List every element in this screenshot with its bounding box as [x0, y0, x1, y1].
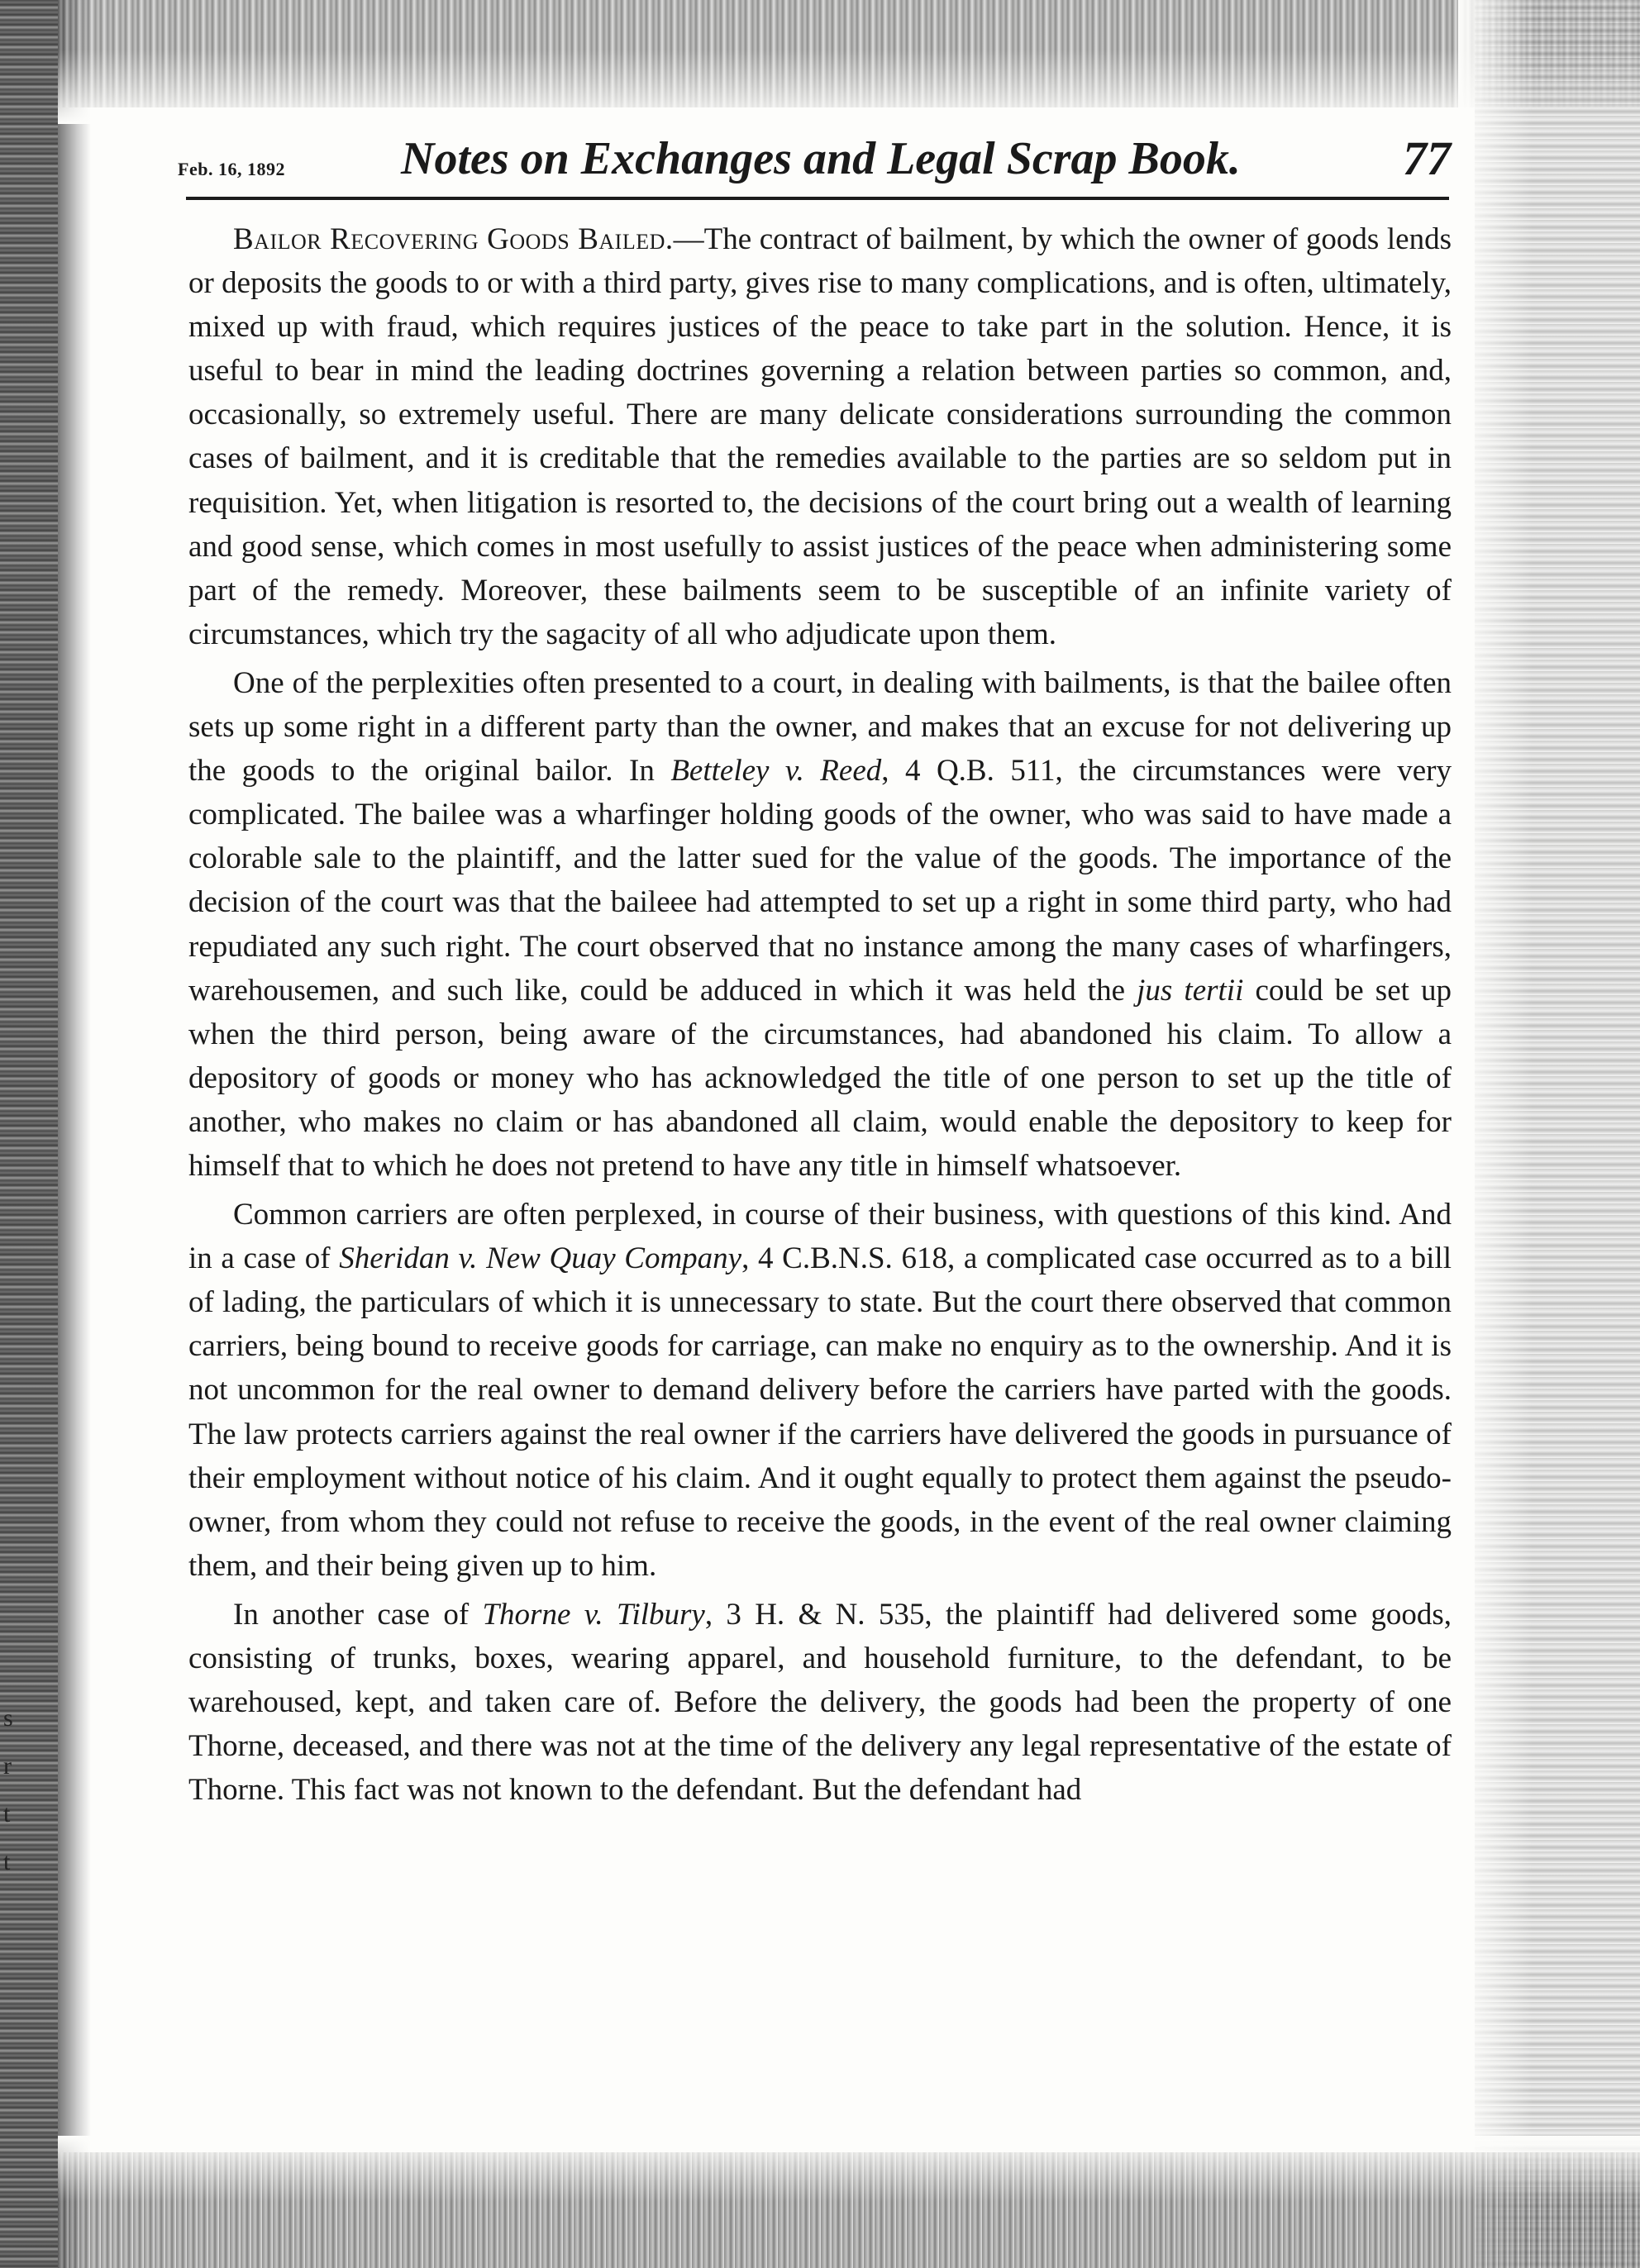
paragraph-4-text-b: , 3 H. & N. 535, the plaintiff had delivered some goods, consisting of trunks, boxes, wearing apparel, and household furniture, to the defendant, to be warehoused, kept, and taken care of. Before the delivery, the goods had been the property of one Thorne, deceased, and there was not at the time of the delivery any legal representative of the estate of Thorne. This fact was not known to the defendant. But the defendant had — [188, 1597, 1452, 1808]
paragraph-3-text-a: Common carriers are often perplexed, in course of their business, with questions of this kind. And in a case of — [188, 1198, 1452, 1276]
header-title: Notes on Exchanges and Legal Scrap Book. — [401, 133, 1241, 184]
paragraph-2-text-c: could be set up when the third person, being aware of the circumstances, had abandoned his claim. To allow a depository of goods or money who has acknowledged the title of one person to set up the title of another, who makes no claim or has abandoned all claim, would enable the depository to keep for himself that to which he does not pretend to have any title in himself whatsoever. — [188, 973, 1452, 1183]
paragraph-3-text-b: , 4 C.B.N.S. 618, a complicated case occurred as to a bill of lading, the particulars of which it is unnecessary to state. But the court there observed that common carriers, being bound to receive goods for carriage, can make no enquiry as to the ownership. And it is not uncommon for the real owner to demand delivery before the carriers have parted with the goods. The law protects carriers against the real owner if the carriers have delivered the goods in pursuance of their employment without notice of his claim. And it ought equally to protect them against the pseudo-owner, from whom they could not refuse to receive the goods, in the event of the real owner claiming them, and their being given up to him. — [188, 1241, 1452, 1583]
section-heading: Bailor Recovering Goods Bailed. — [233, 222, 674, 256]
facing-page-margin-letters — [3, 1694, 28, 1886]
header-rule — [186, 197, 1449, 200]
jus-tertii: jus tertii — [1137, 973, 1244, 1008]
margin-letter: t — [3, 1848, 11, 1875]
paragraph-4-text-a: In another case of — [233, 1597, 483, 1632]
article-body — [188, 217, 1452, 1812]
margin-letter: t — [3, 1800, 11, 1827]
margin-letter: s — [3, 1704, 13, 1732]
paragraph-2-text-a: One of the perplexities often presented to a court, in dealing with bailments, is that the bailee often sets up some right in a different party than the owner, and makes that an excuse for not delivering up the goods to the original bailor. In — [188, 665, 1452, 789]
paragraph-1-text: —The contract of bailment, by which the owner of goods lends or deposits the goods to or with a third party, gives rise to many complications, and is often, ultimately, mixed up with fraud, which requires justices of the peace to take part in the solution. Hence, it is useful to bear in mind the leading doctrines governing a relation between parties so common, and, occasionally, so extremely useful. There are many delicate considerations surrounding the common cases of bailment, and it is creditable that the remedies available to the parties are so seldom put in requisition. Yet, when litigation is resorted to, the decisions of the court bring out a wealth of learning and good sense, which comes in most usefully to assist justices of the peace when administering some part of the remedy. Moreover, these bailments seem to be susceptible of an infinite variety of circumstances, which try the sagacity of all who adjudicate upon them. — [188, 222, 1452, 651]
paragraph-3 — [188, 1193, 1452, 1588]
margin-letter: r — [3, 1752, 12, 1780]
paragraph-1 — [188, 217, 1452, 656]
case-name-betteley: Betteley v. Reed — [670, 754, 882, 789]
running-header — [178, 124, 1451, 194]
case-name-sheridan: Sheridan v. New Quay Company — [339, 1241, 742, 1276]
book-spine-edge — [0, 0, 58, 2268]
paragraph-2 — [188, 661, 1452, 1188]
bottom-fade — [58, 2136, 1640, 2202]
right-fade — [1458, 0, 1533, 2268]
spine-shadow — [58, 0, 91, 2268]
page-number: 77 — [1403, 131, 1451, 185]
top-fade — [58, 50, 1640, 124]
paragraph-2-text-b: , 4 Q.B. 511, the circumstances were very complicated. The bailee was a wharfinger holding goods of the owner, who was said to have made a colorable sale to the plaintiff, and the latter sued for the value of the goods. The importance of the decision of the court was that the baileee had attempted to set up a right in some third party, who had repudiated any such right. The court observed that no instance among the many cases of wharfingers, warehousemen, and such like, could be adduced in which it was held the — [188, 754, 1452, 1008]
header-date: Feb. 16, 1892 — [178, 159, 285, 179]
paragraph-4 — [188, 1593, 1452, 1812]
case-name-thorne: Thorne v. Tilbury — [482, 1597, 705, 1632]
